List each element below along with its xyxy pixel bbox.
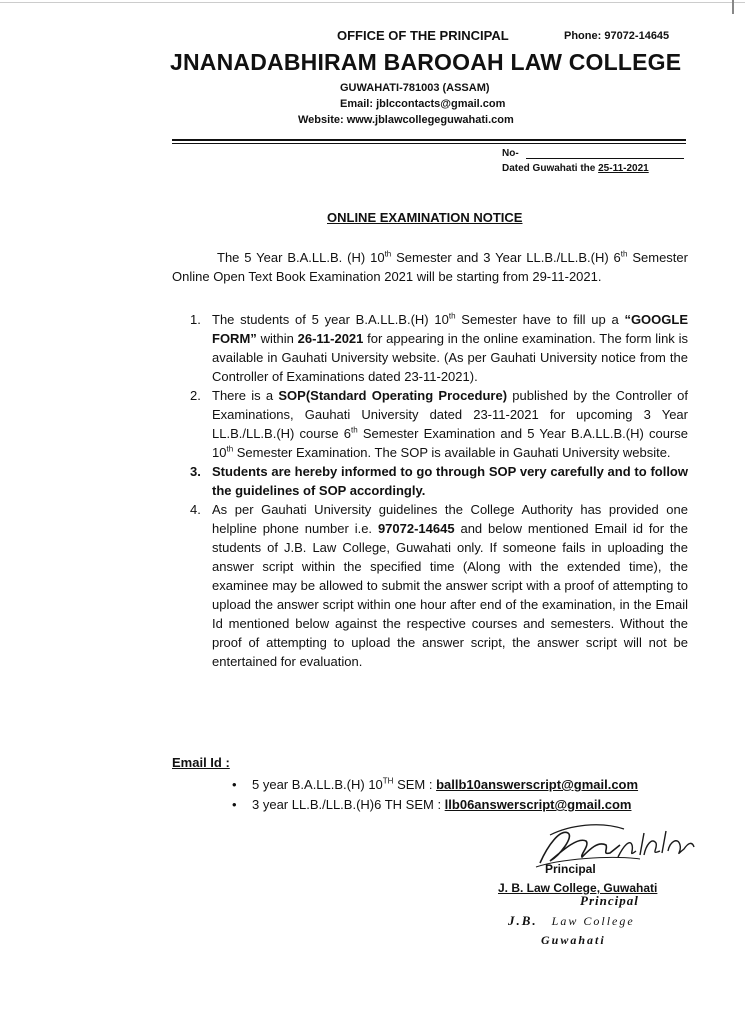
stamp-city: Guwahati [541,933,606,947]
item-text: Semester Examination. The SOP is available in Gauhati University website. [233,445,671,460]
notice-item-2 [182,386,688,462]
stamp-principal: Principal [580,893,639,908]
item-bold-phone: 97072-14645 [377,521,455,536]
item-bold-text: “GOOGLE FORM” [212,312,688,346]
letterhead-rule [172,139,686,141]
signature-principal: Principal [545,862,596,876]
notice-item-1 [182,310,688,386]
item-text: and below mentioned Email id for the students of J.B. Law College, Guwahati only. If someone fails in uploading the answer script within the specified time (Along with the extended time), the examinee may be allowed to submit the answer script with a proof of attempting to upload the answer script within one hour after end of the examination, in the Email Id mentioned below against the respective courses and semesters. Without the proof of attempting to upload the answer script, the answer script will not be entertained for evaluation. [212,521,689,669]
item-bold-text: SOP(Standard Operating Procedure) [278,388,508,403]
item-number: 2. [190,388,201,403]
notice-title: ONLINE EXAMINATION NOTICE [327,210,523,225]
intro-text-1: The 5 Year B.A.LL.B. (H) 10 [217,250,385,265]
dated-line [502,163,649,174]
scan-mark [732,0,734,14]
item-text: published by the Controller of Examinations, Gauhati University dated 23-11-2021 for upcoming 3 Year LL.B./LL.B.(H) course 6 [212,388,688,441]
item-sup: th [350,425,358,435]
bullet-icon: • [232,777,237,792]
letterhead-rule-thin [172,143,686,144]
reference-number-label: No- [502,148,519,159]
item-text: for appearing in the online examination. The form link is available in Gauhati University website. (As per Gauhati University notice from the Controller of Examinations dated 23-11-2021). [212,331,688,384]
college-name: JNANADABHIRAM BAROOAH LAW COLLEGE [170,49,682,75]
email-entry-llb [230,795,638,815]
notice-intro [172,248,688,286]
item-number: 3. [190,464,201,479]
scan-edge-line [0,2,745,3]
college-address: GUWAHATI-781003 (ASSAM) [340,82,490,94]
email-course-label: 3 year LL.B./LL.B.(H)6 TH SEM : [252,797,445,812]
email-entry-ballb [230,775,638,795]
dated-prefix: Dated Guwahati the [502,163,599,174]
notice-items [182,310,688,671]
notice-item-3 [182,462,688,500]
item-text: Students are hereby informed to go through SOP very carefully and to follow the guidelines of SOP accordingly. [212,464,688,498]
item-number: 1. [190,312,201,327]
office-heading: OFFICE OF THE PRINCIPAL [337,28,509,43]
item-sup: th [448,311,456,321]
item-bold-date: 26-11-2021 [297,331,364,346]
reference-number-line [526,158,684,159]
bullet-icon: • [232,797,237,812]
item-text: within [256,331,298,346]
intro-sup-2: th [620,249,628,259]
item-text: Semester Examination and 5 Year B.A.LL.B.(H) course 10 [212,426,689,460]
item-text: Semester have to fill up a [455,312,625,327]
intro-text-2: Semester and 3 Year LL.B./LL.B.(H) 6 [391,250,621,265]
intro-sup-1: th [384,249,392,259]
email-course-sup: TH [382,776,394,786]
dated-date: 25-11-2021 [598,163,649,174]
email-id-heading: Email Id : [172,755,230,770]
notice-item-4 [182,500,688,671]
email-course-label: SEM : [393,777,437,792]
stamp-college [508,913,635,929]
item-text: As per Gauhati University guidelines the College Authority has provided one helpline phone number i.e. [212,502,688,536]
stamp-jb: J.B. [508,913,538,928]
office-phone: Phone: 97072-14645 [564,30,670,42]
college-email: Email: jblccontacts@gmail.com [340,98,506,110]
item-text: There is a [212,388,279,403]
intro-text-3: Semester Online Open Text Book Examination 2021 will be starting from 29-11-2021. [172,250,688,284]
email-list [230,775,638,815]
email-address-link[interactable]: llb06answerscript@gmail.com [444,797,632,812]
item-number: 4. [190,502,201,517]
signature-college: J. B. Law College, Guwahati [498,881,658,895]
item-sup: th [226,444,234,454]
college-website: Website: www.jblawcollegeguwahati.com [298,114,514,126]
item-text: The students of 5 year B.A.LL.B.(H) 10 [212,312,449,327]
email-address-link[interactable]: ballb10answerscript@gmail.com [436,777,639,792]
stamp-law-college: Law College [551,914,635,928]
email-course-label: 5 year B.A.LL.B.(H) 10 [252,777,383,792]
